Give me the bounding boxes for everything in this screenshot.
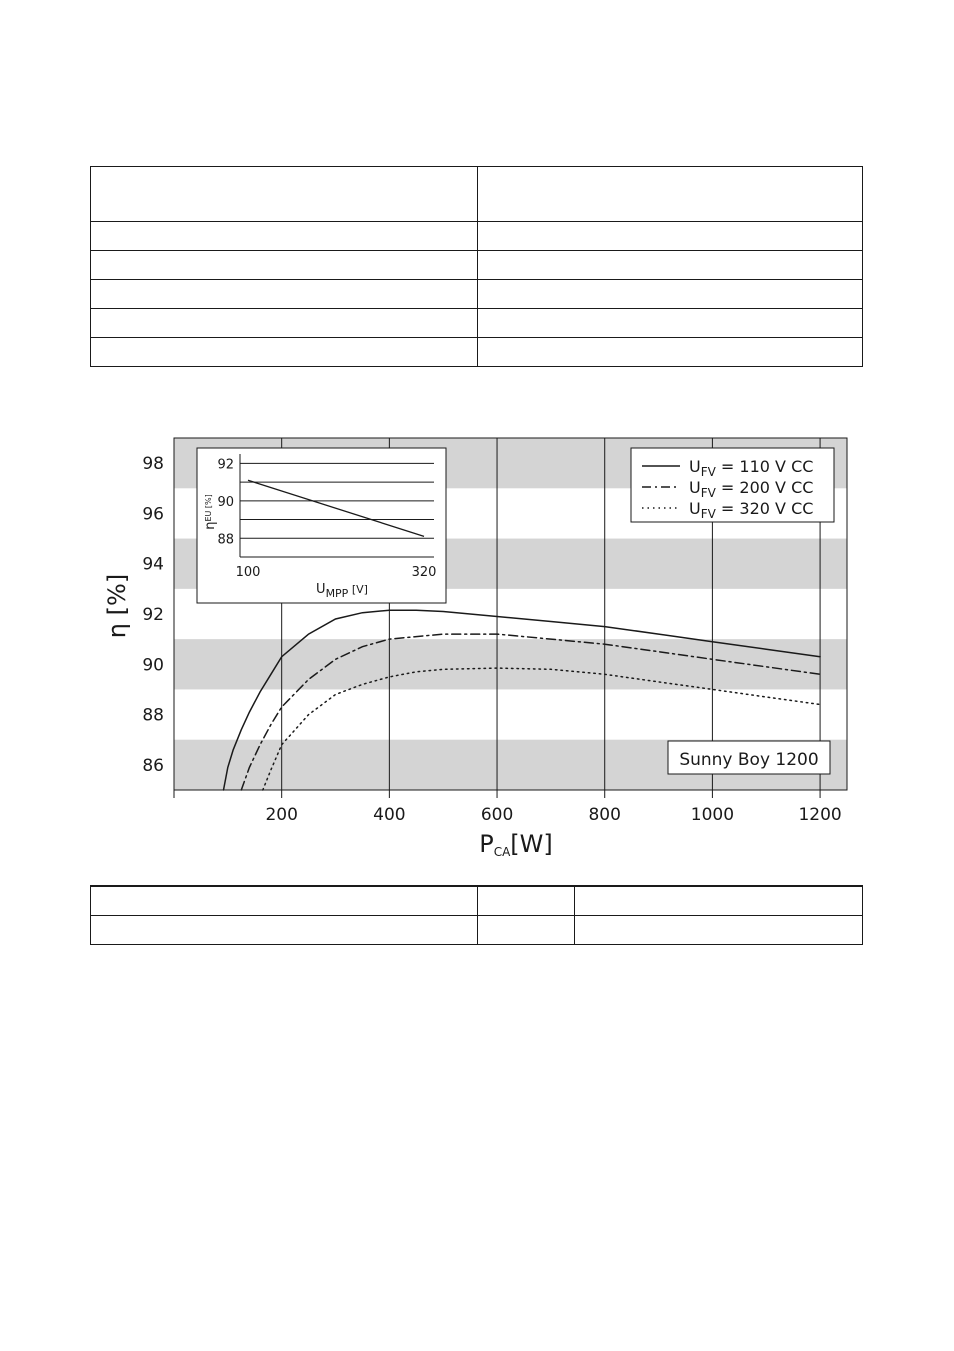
x-tick-label: 200: [265, 805, 298, 825]
y-tick-label: 88: [142, 705, 164, 726]
inset-y-tick-label: 90: [217, 494, 234, 510]
inset-frame: [197, 448, 446, 603]
inset-x-axis-label: $U_{MPP}$ [V]: [316, 582, 368, 600]
legend-label: $U_{FV} = 320$ V CC: [689, 499, 814, 521]
spec-table-bottom: [90, 885, 863, 945]
table-cell: [575, 886, 863, 915]
legend: [631, 448, 834, 522]
y-tick-label: 96: [142, 504, 164, 525]
legend-label: $U_{FV} = 110$ V CC: [689, 457, 814, 479]
inset-y-tick-label: 88: [217, 532, 234, 548]
x-tick-label: 400: [373, 805, 406, 825]
y-tick-labels: [142, 454, 164, 776]
y-tick-label: 86: [142, 755, 164, 776]
table-cell: [575, 915, 863, 944]
inset-x-tick-label: 100: [235, 565, 261, 580]
model-annotation: Sunny Boy 1200: [679, 750, 819, 770]
table-cell: [478, 915, 575, 944]
inset-y-tick-labels: [217, 457, 234, 547]
legend-label: $U_{FV} = 200$ V CC: [689, 478, 814, 500]
table-cell: [478, 886, 575, 915]
inset-chart: [197, 448, 446, 603]
y-tick-label: 90: [142, 655, 164, 676]
x-tick-label: 600: [480, 805, 514, 825]
x-tick-label: 800: [588, 805, 621, 825]
x-tick-label: 1200: [798, 805, 842, 825]
x-tick-label: 1000: [690, 805, 735, 825]
y-tick-label: 92: [142, 605, 164, 625]
x-axis-label: PCA[W]: [479, 830, 553, 859]
inset-y-tick-label: 92: [217, 457, 234, 473]
svg-text:ηEU [%]: $\eta^{EU [\%]}$: [203, 494, 218, 530]
y-tick-label: 98: [142, 454, 164, 475]
table-cell: [91, 915, 478, 944]
y-axis-label: η [%]: [103, 573, 131, 639]
y-tick-label: 94: [142, 554, 164, 575]
x-axis: [174, 790, 842, 825]
table-cell: [91, 886, 478, 915]
inset-x-tick-label: 320: [411, 565, 437, 580]
